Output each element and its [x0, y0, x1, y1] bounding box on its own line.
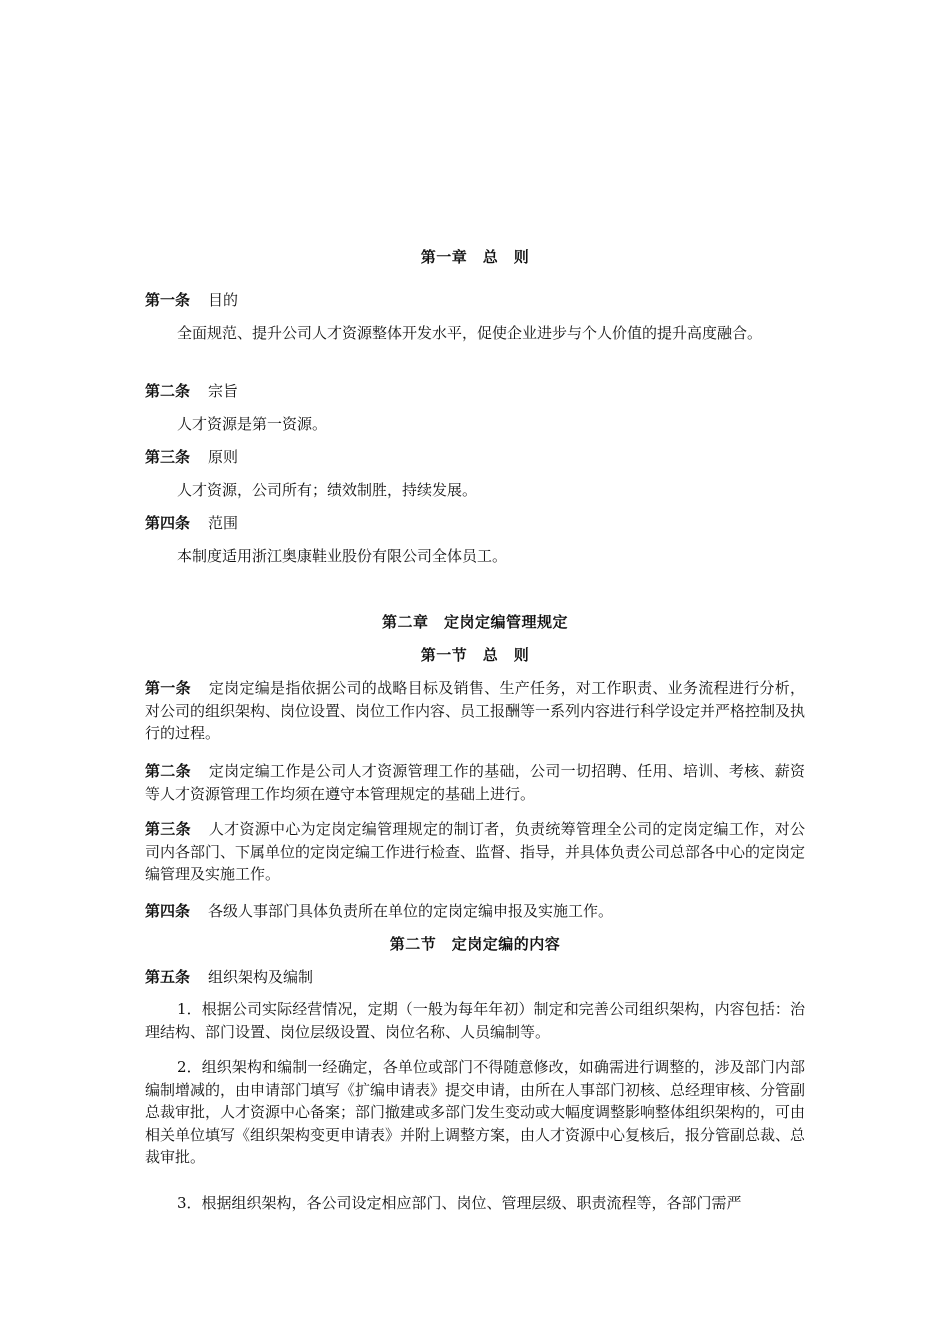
ch2-article-4 — [145, 900, 805, 923]
article-label: 第二条 — [145, 762, 191, 780]
section-1-title: 第一节 总 则 — [420, 646, 530, 664]
article-text: 定岗定编工作是公司人才资源管理工作的基础，公司一切招聘、任用、培训、考核、薪资等人才资源管理工作均须在遵守本管理规定的基础上进行。 — [145, 762, 805, 803]
ch2-article-5 — [145, 966, 805, 989]
article-heading: 目的 — [208, 291, 239, 309]
article-5-item-2: 2．组织架构和编制一经确定，各单位或部门不得随意修改，如确需进行调整的，涉及部门内部编制增减的，由申请部门填写《扩编申请表》提交申请，由所在人事部门初核、总经理审核、分管副总裁审批，人才资源中心备案；部门撤建或多部门发生变动或大幅度调整影响整体组织架构的，可由相关单位填写《组织架构变更申请表》并附上调整方案，由人才资源中心复核后，报分管副总裁、总裁审批。 — [145, 1058, 806, 1166]
article-label: 第三条 — [145, 820, 191, 838]
ch1-article-2-body: 人才资源是第一资源。 — [177, 415, 328, 433]
ch2-article-3 — [145, 818, 805, 886]
article-label: 第二条 — [145, 382, 191, 400]
ch2-article-1 — [145, 677, 805, 745]
article-label: 第四条 — [145, 902, 191, 920]
ch1-article-2 — [145, 380, 805, 403]
article-5-item-1: 1．根据公司实际经营情况，定期（一般为每年年初）制定和完善公司组织架构，内容包括：治理结构、部门设置、岗位层级设置、岗位名称、人员编制等。 — [145, 1000, 805, 1041]
ch2-article-2 — [145, 760, 805, 805]
ch1-article-3-body: 人才资源，公司所有；绩效制胜，持续发展。 — [177, 481, 478, 499]
ch1-article-4 — [145, 512, 805, 535]
article-label: 第三条 — [145, 448, 191, 466]
article-heading: 范围 — [208, 514, 239, 532]
article-heading: 原则 — [208, 448, 239, 466]
article-text: 定岗定编是指依据公司的战略目标及销售、生产任务，对工作职责、业务流程进行分析，对公司的组织架构、岗位设置、岗位工作内容、员工报酬等一系列内容进行科学设定并严格控制及执行的过程。 — [145, 679, 806, 742]
article-label: 第一条 — [145, 679, 191, 697]
ch1-article-3 — [145, 446, 805, 469]
article-heading: 宗旨 — [208, 382, 239, 400]
chapter-1-title: 第一章 总 则 — [420, 248, 530, 266]
article-5-item-3: 3．根据组织架构，各公司设定相应部门、岗位、管理层级、职责流程等，各部门需严 — [177, 1194, 742, 1212]
chapter-2-title: 第二章 定岗定编管理规定 — [381, 613, 568, 631]
ch1-article-4-body: 本制度适用浙江奥康鞋业股份有限公司全体员工。 — [177, 547, 508, 565]
section-2-title: 第二节 定岗定编的内容 — [389, 935, 561, 953]
ch1-article-1 — [145, 289, 805, 312]
article-label: 第五条 — [145, 968, 191, 986]
article-text: 人才资源中心为定岗定编管理规定的制订者，负责统筹管理全公司的定岗定编工作，对公司内各部门、下属单位的定岗定编工作进行检查、监督、指导，并具体负责公司总部各中心的定岗定编管理及实施工作。 — [145, 820, 806, 883]
article-text: 各级人事部门具体负责所在单位的定岗定编申报及实施工作。 — [208, 902, 614, 920]
ch1-article-1-body: 全面规范、提升公司人才资源整体开发水平，促使企业进步与个人价值的提升高度融合。 — [177, 324, 763, 342]
article-label: 第一条 — [145, 291, 191, 309]
article-heading: 组织架构及编制 — [208, 968, 314, 986]
article-label: 第四条 — [145, 514, 191, 532]
